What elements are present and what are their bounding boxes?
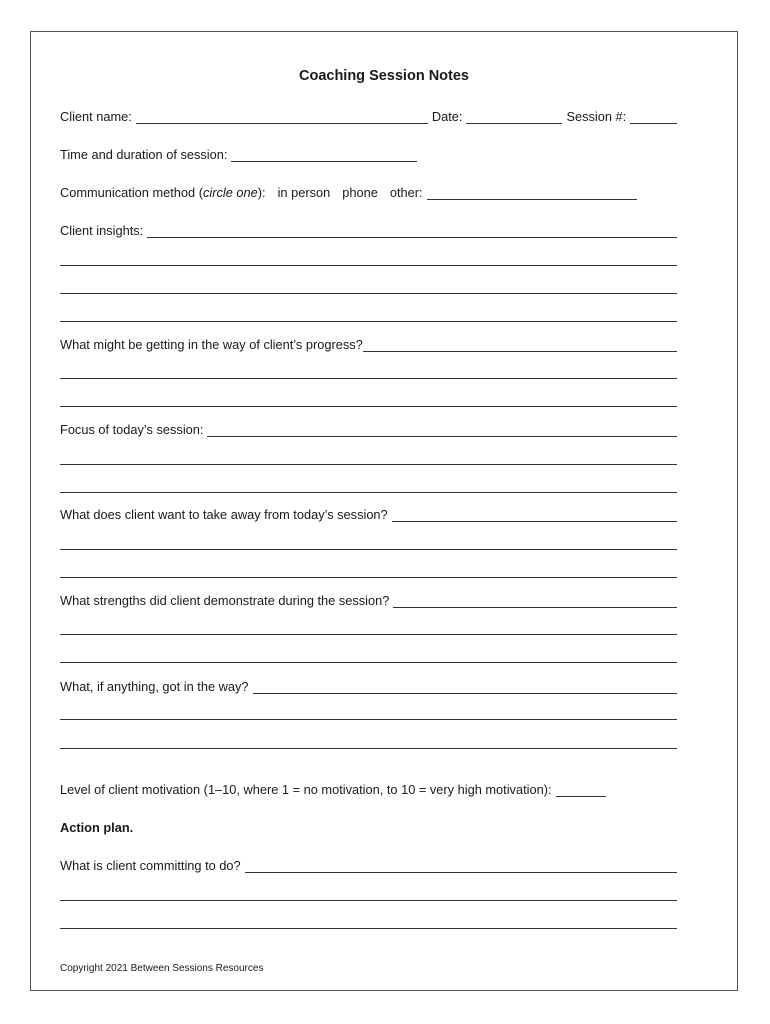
motivation-label: Level of client motivation (1–10, where 1 = no motivation, to 10 = very high motivation):: [60, 782, 552, 797]
obstacles-line[interactable]: [60, 406, 677, 407]
client-insights-row: [60, 221, 677, 238]
option-other[interactable]: other:: [389, 185, 423, 200]
client-insights-line[interactable]: [60, 321, 677, 322]
client-name-field[interactable]: [136, 109, 428, 124]
action-plan-heading: Action plan.: [60, 820, 134, 835]
committing-line[interactable]: [60, 900, 677, 901]
got-in-way-label: What, if anything, got in the way?: [60, 679, 249, 694]
client-insights-line[interactable]: [60, 265, 677, 266]
got-in-way-field[interactable]: [253, 679, 677, 694]
other-method-field[interactable]: [427, 185, 637, 200]
committing-row: [60, 856, 677, 873]
committing-field[interactable]: [245, 858, 677, 873]
option-phone[interactable]: phone: [342, 185, 378, 200]
focus-line[interactable]: [60, 464, 677, 465]
time-duration-field[interactable]: [231, 147, 417, 162]
page-title: Coaching Session Notes: [298, 68, 469, 84]
time-duration-row: [60, 145, 677, 162]
committing-label: What is client committing to do?: [60, 858, 241, 873]
obstacles-line[interactable]: [60, 378, 677, 379]
client-insights-field[interactable]: [147, 223, 677, 238]
takeaway-line[interactable]: [60, 549, 677, 550]
motivation-field[interactable]: [556, 782, 606, 797]
strengths-field[interactable]: [393, 593, 677, 608]
strengths-line[interactable]: [60, 634, 677, 635]
takeaway-field[interactable]: [392, 507, 677, 522]
client-insights-label: Client insights:: [60, 223, 144, 238]
copyright-footer: Copyright 2021 Between Sessions Resources: [60, 963, 264, 974]
client-info-row: [60, 107, 677, 124]
strengths-line[interactable]: [60, 662, 677, 663]
communication-row: [60, 183, 677, 200]
form-page: [30, 31, 738, 991]
client-name-label: Client name:: [60, 109, 132, 124]
date-field[interactable]: [466, 109, 562, 124]
action-plan-row: [60, 818, 677, 835]
got-in-way-line[interactable]: [60, 719, 677, 720]
session-number-label: Session #:: [566, 109, 627, 124]
got-in-way-row: [60, 677, 677, 694]
client-insights-line[interactable]: [60, 293, 677, 294]
option-in-person[interactable]: in person: [277, 185, 331, 200]
obstacles-row: [60, 335, 677, 352]
motivation-row: [60, 780, 677, 797]
strengths-row: [60, 591, 677, 608]
strengths-label: What strengths did client demonstrate during the session?: [60, 593, 390, 608]
focus-row: [60, 420, 677, 437]
obstacles-field[interactable]: [363, 337, 677, 352]
takeaway-line[interactable]: [60, 577, 677, 578]
session-number-field[interactable]: [630, 109, 677, 124]
date-label: Date:: [431, 109, 463, 124]
committing-line[interactable]: [60, 928, 677, 929]
takeaway-label: What does client want to take away from today’s session?: [60, 507, 388, 522]
takeaway-row: [60, 505, 677, 522]
got-in-way-line[interactable]: [60, 748, 677, 749]
focus-label: Focus of today’s session:: [60, 422, 204, 437]
obstacles-label: What might be getting in the way of client’s progress?: [60, 337, 363, 352]
time-duration-label: Time and duration of session:: [60, 147, 228, 162]
focus-field[interactable]: [207, 422, 677, 437]
focus-line[interactable]: [60, 492, 677, 493]
communication-label: Communication method (circle one):: [60, 185, 266, 200]
